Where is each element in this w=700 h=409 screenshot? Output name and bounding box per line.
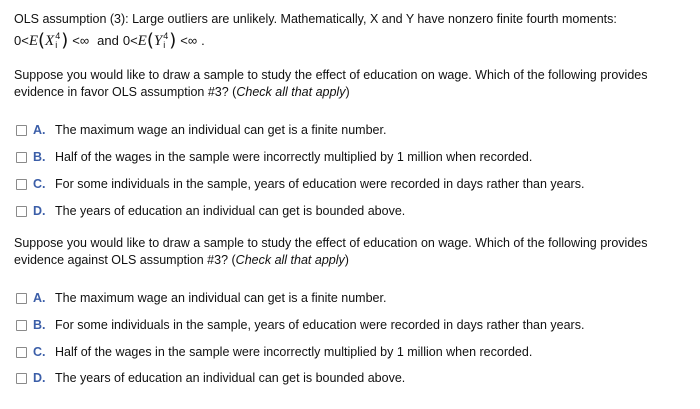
option-text: The maximum wage an individual can get is a finite number. [55, 291, 387, 305]
option-letter: A. [33, 123, 46, 137]
q1-line2-suffix: ) [345, 85, 350, 99]
q2-line2-italic: Check all that apply [235, 253, 345, 267]
math-exp: 4 [163, 31, 169, 41]
checkbox[interactable] [16, 373, 27, 384]
math-lt: < [130, 33, 138, 48]
option-text: The years of education an individual can get is bounded above. [55, 371, 406, 385]
math-lt: < [72, 33, 80, 48]
q1-line2 [14, 85, 350, 99]
q2-line2-prefix: evidence against OLS assumption #3? ( [14, 253, 236, 267]
math-paren: ) [61, 30, 69, 51]
math-zero: 0 [14, 33, 22, 48]
q2-option[interactable] [16, 291, 386, 305]
q2-line2-suffix: ) [344, 253, 349, 267]
assumption-statement: OLS assumption (3): Large outliers are unlikely. Mathematically, X and Y have nonzero finite fourth moments: [14, 12, 617, 26]
math-lt: < [180, 33, 188, 48]
math-paren: ( [38, 30, 46, 51]
math-exp: 4 [55, 31, 61, 41]
math-y: Y [153, 33, 163, 49]
option-text: The years of education an individual can get is bounded above. [55, 204, 406, 218]
checkbox[interactable] [16, 293, 27, 304]
math-inf: ∞ [187, 33, 198, 48]
q2-line1: Suppose you would like to draw a sample to study the effect of education on wage. Which of the following provides [14, 236, 648, 250]
option-letter: A. [33, 291, 46, 305]
checkbox[interactable] [16, 347, 27, 358]
math-scripts [163, 32, 168, 50]
math-zero: 0 [122, 33, 131, 48]
checkbox[interactable] [16, 152, 27, 163]
checkbox[interactable] [16, 179, 27, 190]
math-x: X [45, 33, 55, 49]
q2-line2 [14, 253, 349, 267]
math-inf: ∞ [79, 33, 90, 48]
math-sub: i [163, 40, 166, 50]
option-letter: D. [33, 204, 46, 218]
option-text: The maximum wage an individual can get is a finite number. [55, 123, 387, 137]
math-and: and [97, 33, 119, 48]
option-letter: C. [33, 177, 46, 191]
q1-option[interactable] [16, 204, 405, 218]
option-letter: C. [33, 345, 46, 359]
math-paren: ( [146, 30, 154, 51]
option-letter: B. [33, 150, 46, 164]
option-text: For some individuals in the sample, years of education were recorded in days rather than years. [55, 318, 585, 332]
option-text: Half of the wages in the sample were incorrectly multiplied by 1 million when recorded. [55, 345, 533, 359]
q1-option[interactable] [16, 150, 532, 164]
q2-option[interactable] [16, 318, 584, 332]
option-text: Half of the wages in the sample were incorrectly multiplied by 1 million when recorded. [55, 150, 533, 164]
checkbox[interactable] [16, 320, 27, 331]
math-e: E [137, 33, 147, 49]
q1-line2-prefix: evidence in favor OLS assumption #3? ( [14, 85, 237, 99]
q1-option[interactable] [16, 177, 584, 191]
checkbox[interactable] [16, 206, 27, 217]
q2-option[interactable] [16, 345, 532, 359]
option-letter: D. [33, 371, 46, 385]
checkbox[interactable] [16, 125, 27, 136]
option-letter: B. [33, 318, 46, 332]
q1-option[interactable] [16, 123, 386, 137]
q1-line1: Suppose you would like to draw a sample to study the effect of education on wage. Which of the following provides [14, 68, 648, 82]
math-lt: < [21, 33, 29, 48]
option-text: For some individuals in the sample, years of education were recorded in days rather than years. [55, 177, 585, 191]
math-scripts [55, 32, 60, 50]
q1-line2-italic: Check all that apply [236, 85, 346, 99]
math-paren: ) [169, 30, 177, 51]
math-sub: i [55, 40, 58, 50]
math-e: E [28, 33, 38, 49]
moment-condition [14, 31, 205, 51]
q2-option[interactable] [16, 371, 405, 385]
math-period: . [201, 33, 205, 48]
